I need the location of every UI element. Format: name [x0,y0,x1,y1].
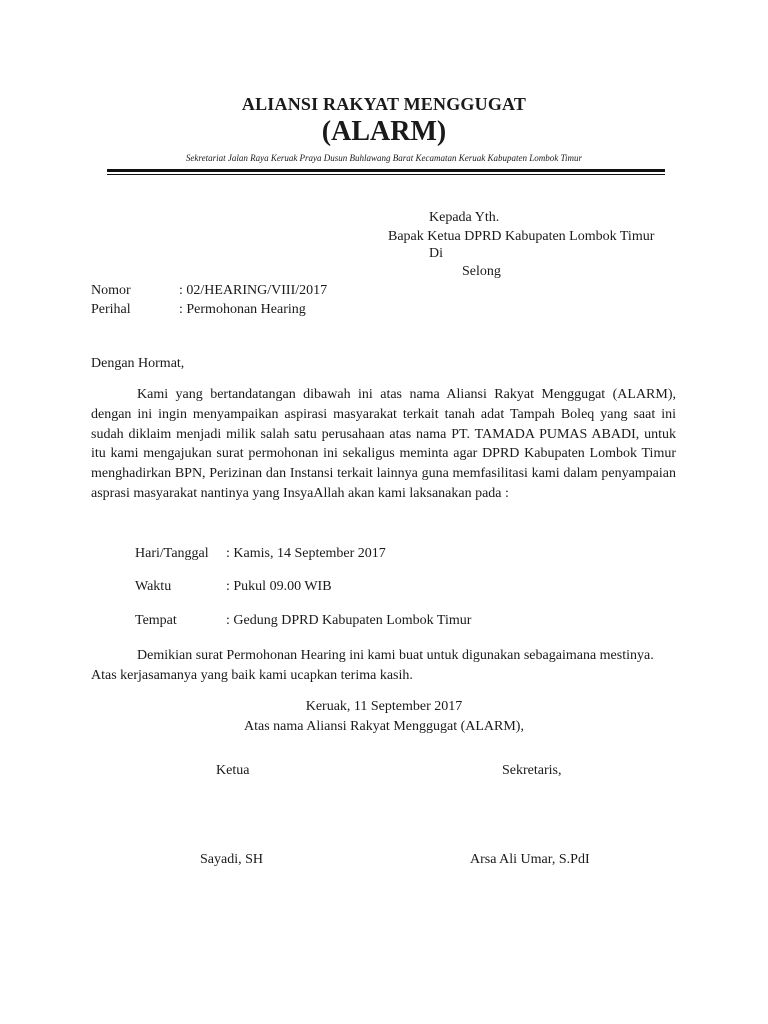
recipient-city: Selong [462,264,501,279]
schedule-day-value: : Kamis, 14 September 2017 [226,546,386,561]
letterhead-rule-thin [107,174,665,175]
recipient-di: Di [429,246,443,261]
schedule-time-value: : Pukul 09.00 WIB [226,579,332,594]
signatory-left-name: Sayadi, SH [200,852,263,867]
org-name: ALIANSI RAKYAT MENGGUGAT [241,94,527,114]
closing-paragraph: Demikian surat Permohonan Hearing ini kami buat untuk digunakan sebagaimana mestinya. Atas kerjasamanya yang baik kami ucapkan terima kasih. [91,648,654,683]
org-address: Sekretariat Jalan Raya Keruak Praya Dusun Buhlawang Barat Kecamatan Keruak Kabupaten Lombok Timur [185,153,583,163]
perihal-label: Perihal [91,302,131,317]
schedule-time-label: Waktu [135,579,172,594]
on-behalf: Atas nama Aliansi Rakyat Menggugat (ALARM), [244,719,524,734]
nomor-value: : 02/HEARING/VIII/2017 [179,283,328,298]
perihal-value: : Permohonan Hearing [179,302,306,317]
schedule-day-label: Hari/Tanggal [135,546,209,561]
signatory-left-title: Ketua [216,763,250,778]
recipient-greeting: Kepada Yth. [429,210,500,225]
place-date: Keruak, 11 September 2017 [305,699,463,714]
signatory-right-title: Sekretaris, [502,763,562,778]
recipient-name: Bapak Ketua DPRD Kabupaten Lombok Timur [388,229,655,244]
schedule-place-value: : Gedung DPRD Kabupaten Lombok Timur [226,613,472,628]
letterhead-rule-thick [107,169,665,172]
signatory-right-name: Arsa Ali Umar, S.PdI [470,852,590,867]
salutation: Dengan Hormat, [91,356,185,371]
schedule-place-label: Tempat [135,613,177,628]
org-abbreviation: (ALARM) [321,116,447,147]
body-paragraph: Kami yang bertandatangan dibawah ini atas nama Aliansi Rakyat Menggugat (ALARM), dengan ini ingin menyampaikan aspirasi masyarakat terkait tanah adat Tampah Boleq yang saat ini sudah diklaim menjadi milik salah satu perusahaan atas nama PT. TAMADA PUMAS ABADI, untuk itu kami mengajukan surat permohonan ini sekaligus meminta agar DPRD Kabupaten Lombok Timur menghadirkan BPN, Perizinan dan Instansi terkait lainnya guna memfasilitasi kami dalam penyampaian asprasi masyarakat nantinya yang InsyaAllah akan kami laksanakan pada : [91,387,676,501]
nomor-label: Nomor [91,283,131,298]
